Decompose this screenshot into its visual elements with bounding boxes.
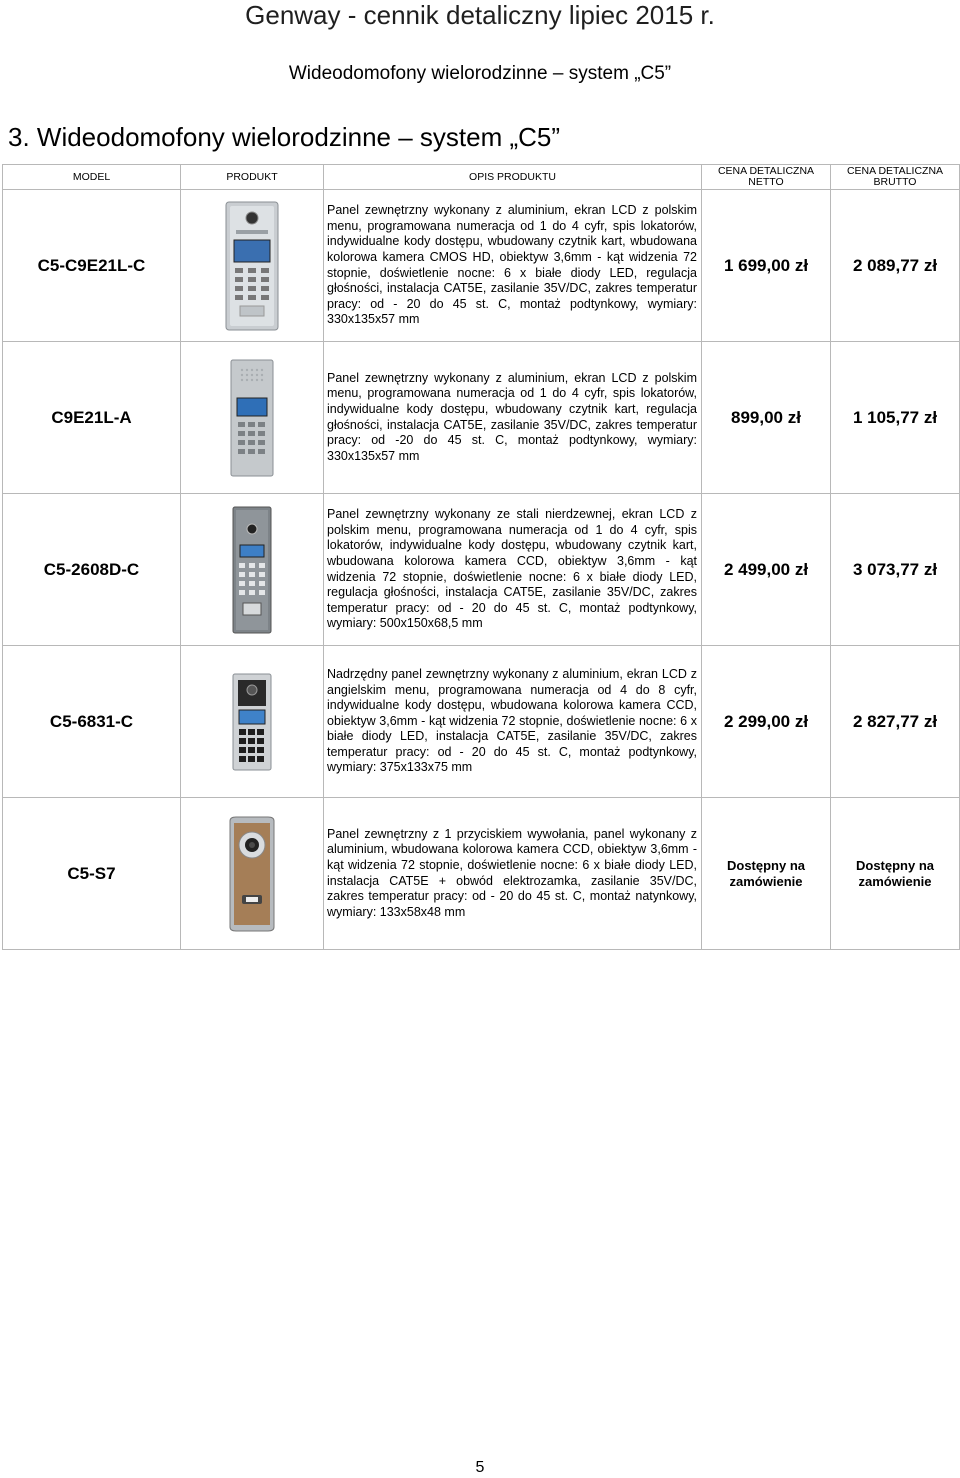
product-description: Panel zewnętrzny z 1 przyciskiem wywołania, panel wykonany z aluminium, wbudowana kolorowa kamera CCD, obiektyw 3,6mm - kąt widzenia 72 stopnie, doświetlenie nocne: 6 x białe diody LED, instalacja CAT5E + obwód elektrozamka, zasilanie 35V/DC, zakres temperatur pracy: od - 20 do 45 st. C, montaż natynkowy, wymiary: 133x58x48 mm	[324, 798, 702, 950]
table-row	[3, 190, 960, 342]
availability-note: Dostępny na zamówienie	[726, 857, 805, 889]
price-table	[2, 164, 960, 950]
gross-price: 1 105,77 zł	[831, 342, 960, 494]
page-number: 5	[475, 1459, 485, 1476]
intercom-panel-icon	[230, 672, 274, 772]
intercom-camera-icon	[220, 815, 284, 933]
gross-price: 2 089,77 zł	[831, 190, 960, 342]
table-row	[3, 646, 960, 798]
column-header-description: OPIS PRODUKTU	[324, 165, 702, 190]
intercom-panel-icon	[222, 200, 282, 332]
product-description: Nadrzędny panel zewnętrzny wykonany z aluminium, ekran LCD z angielskim menu, programowana numeracja od 4 do 8 cyfr, indywidualne kody dostępu, wbudowana kolorowa kamera CCD, obiektyw 3,6mm - kąt widzenia 72 stopnie, doświetlenie nocne: 6 x białe diody LED, instalacja CAT5E, zasilanie 35V/DC, zakres temperatur pracy: od - 20 do 45 st. C, montaż podtynkowy, wymiary: 375x133x75 mm	[324, 646, 702, 798]
product-description: Panel zewnętrzny wykonany z aluminium, ekran LCD z polskim menu, programowana numeracja od 1 do 4 cyfr, spis lokatorów, indywidualne kody dostępu, wbudowany czytnik kart, wbudowana kolorowa kamera CMOS HD, obiektyw 3,6mm - kąt widzenia 72 stopnie, doświetlenie nocne: 6 x białe diody LED, regulacja głośności, instalacja CAT5E, zasilanie 35V/DC, zakres temperatur pracy: od - 20 do 45 st. C, montaż podtynkowy, wymiary: 330x135x57 mm	[324, 190, 702, 342]
product-description: Panel zewnętrzny wykonany z aluminium, ekran LCD z polskim menu, programowana numeracja od 1 do 4 cyfr, spis lokatorów, indywidualne kody dostępu, wbudowany czytnik kart, regulacja głośności, instalacja CAT5E, zasilanie 35V/DC, zakres temperatur pracy: od -20 do 45 st. C, montaż podtynkowy, wymiary: 330x135x57 mm	[324, 342, 702, 494]
gross-price: 2 827,77 zł	[831, 646, 960, 798]
net-price: 899,00 zł	[702, 342, 831, 494]
model-name: C5-6831-C	[3, 646, 181, 798]
model-name: C9E21L-A	[3, 342, 181, 494]
gross-price	[831, 798, 960, 950]
document-title: Genway - cennik detaliczny lipiec 2015 r.	[245, 0, 715, 30]
document-subtitle: Wideodomofony wielorodzinne – system „C5”	[288, 63, 672, 84]
product-image	[181, 798, 324, 950]
product-description: Panel zewnętrzny wykonany ze stali nierdzewnej, ekran LCD z polskim menu, programowana numeracja od 1 do 4 cyfr, spis lokatorów, indywidualne kody dostępu, wbudowany czytnik kart, wbudowana kolorowa kamera CCD, obiektyw 3,6mm - kąt widzenia 72 stopnie, doświetlenie nocne: 6 x białe diody LED, regulacja głośności, instalacja CAT5E, zasilanie 35V/DC, zakres temperatur pracy: od - 20 do 45 st. C, montaż podtynkowy, wymiary: 500x150x68,5 mm	[324, 494, 702, 646]
column-header-product: PRODUKT	[181, 165, 324, 190]
product-image	[181, 646, 324, 798]
intercom-panel-icon	[227, 358, 277, 478]
section-heading: 3. Wideodomofony wielorodzinne – system „C5”	[8, 122, 561, 152]
net-price: 2 499,00 zł	[702, 494, 831, 646]
product-image	[181, 190, 324, 342]
availability-note: Dostępny na zamówienie	[855, 857, 934, 889]
model-name: C5-2608D-C	[3, 494, 181, 646]
intercom-panel-icon	[230, 505, 274, 635]
table-header-row	[3, 165, 960, 190]
model-name: C5-S7	[3, 798, 181, 950]
net-price: 1 699,00 zł	[702, 190, 831, 342]
table-row	[3, 494, 960, 646]
table-row	[3, 342, 960, 494]
column-header-model: MODEL	[3, 165, 181, 190]
net-price	[702, 798, 831, 950]
gross-price: 3 073,77 zł	[831, 494, 960, 646]
net-price: 2 299,00 zł	[702, 646, 831, 798]
product-image	[181, 342, 324, 494]
table-row	[3, 798, 960, 950]
column-header-net-price: CENA DETALICZNA NETTO	[702, 165, 831, 190]
product-image	[181, 494, 324, 646]
model-name: C5-C9E21L-C	[3, 190, 181, 342]
column-header-gross-price: CENA DETALICZNA BRUTTO	[831, 165, 960, 190]
